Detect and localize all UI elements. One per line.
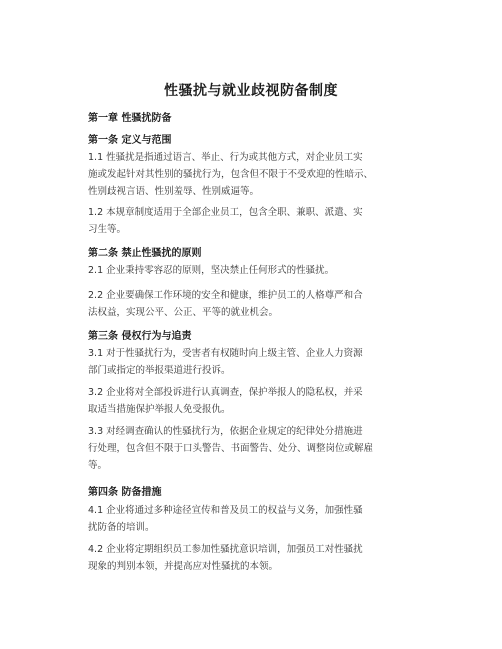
paragraph-line: 现象的判别本领，并提高应对性骚扰的本领。	[88, 561, 279, 572]
paragraph-3-1	[88, 345, 418, 379]
article-1-heading: 第一条 定义与范围	[88, 135, 172, 146]
article-4-heading: 第四条 防备措施	[88, 487, 162, 498]
paragraph-4-1	[88, 502, 418, 536]
paragraph-line: 法权益，实现公平、公正、平等的就业机会。	[88, 307, 279, 318]
paragraph-line: 取适当措施保护举报人免受报仇。	[88, 404, 231, 415]
paragraph-line: 施或发起针对其性别的骚扰行为，包含但不限于不受欢迎的性暗示、	[88, 169, 374, 180]
paragraph-line: 习生等。	[88, 224, 127, 235]
article-2-heading: 第二条 禁止性骚扰的原则	[88, 248, 202, 259]
paragraph-line: 1.1 性骚扰是指通过语言、举止、行为或其他方式，对企业员工实	[88, 152, 363, 163]
paragraph-line: 4.1 企业将通过多种途径宣传和普及员工的权益与义务，加强性骚	[88, 505, 363, 516]
paragraph-line: 4.2 企业将定期组织员工参加性骚扰意识培训，加强员工对性骚扰	[88, 544, 363, 555]
paragraph-line: 行处理，包含但不限于口头警告、书面警告、处分、调整岗位或解雇	[88, 443, 374, 454]
paragraph-line: 2.1 企业秉持零容忍的原则，坚决禁止任何形式的性骚扰。	[88, 265, 335, 276]
paragraph-3-2	[88, 384, 418, 418]
chapter-1-heading: 第一章 性骚扰防备	[88, 113, 172, 124]
paragraph-line: 2.2 企业要确保工作环境的安全和健康，维护员工的人格尊严和合	[88, 290, 363, 301]
document-title: 性骚扰与就业歧视防备制度	[164, 83, 338, 99]
paragraph-line: 1.2 本规章制度适用于全部企业员工，包含全职、兼职、派遣、实	[88, 207, 363, 218]
paragraph-line: 性别歧视言语、性别羞辱、性别威逼等。	[88, 186, 260, 197]
paragraph-line: 等。	[88, 460, 108, 471]
paragraph-3-3	[88, 423, 418, 474]
paragraph-line: 3.1 对于性骚扰行为，受害者有权随时向上级主管、企业人力资源	[88, 348, 363, 359]
paragraph-1-1	[88, 149, 418, 200]
paragraph-2-1	[88, 262, 418, 279]
paragraph-2-2	[88, 287, 418, 321]
paragraph-4-2	[88, 541, 418, 575]
paragraph-line: 3.3 对经调查确认的性骚扰行为，依据企业规定的纪律处分措施进	[88, 426, 363, 437]
paragraph-line: 部门或指定的举报渠道进行投诉。	[88, 365, 231, 376]
paragraph-line: 扰防备的培训。	[88, 522, 155, 533]
paragraph-line: 3.2 企业将对全部投诉进行认真调查，保护举报人的隐私权，并采	[88, 387, 363, 398]
article-3-heading: 第三条 侵权行为与追责	[88, 331, 192, 342]
paragraph-1-2	[88, 204, 418, 238]
